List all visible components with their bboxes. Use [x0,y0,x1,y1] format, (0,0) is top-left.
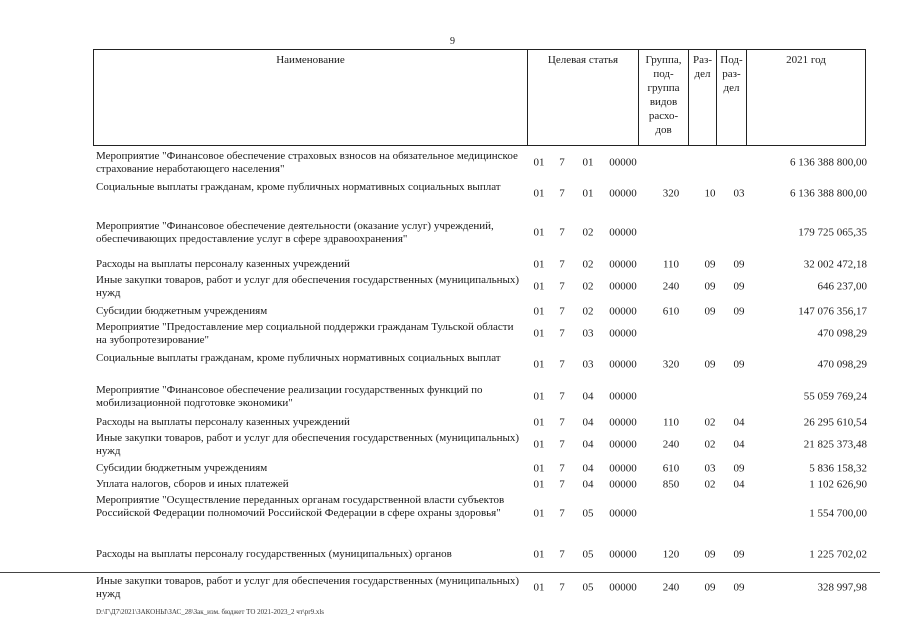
header-section: Раз- дел [689,50,717,145]
row-code-2: 7 [559,416,565,428]
row-code-4: 00000 [609,581,637,594]
row-code-2: 7 [559,156,565,169]
row-amount: 26 295 610,54 [803,416,867,428]
row-code-1: 01 [533,548,545,560]
row-code-3: 01 [582,187,594,200]
row-code-3: 05 [582,507,594,519]
header-group: Группа, под- группа видов расхо- дов [639,50,689,145]
row-code-4: 00000 [609,280,637,293]
row-amount: 1 225 702,02 [809,548,867,560]
row-code-3: 01 [582,156,594,169]
header-subsection: Под- раз- дел [717,50,747,145]
row-code-2: 7 [559,280,565,293]
row-code-1: 01 [533,507,545,519]
row-group: 610 [662,305,680,317]
header-target: Целевая статья [528,50,639,145]
row-code-2: 7 [559,358,565,371]
row-name: Мероприятие "Финансовое обеспечение страховых взносов на обязательное медицинское страхование неработающего населения" [96,150,518,175]
row-amount: 6 136 388 800,00 [790,187,867,200]
table-row [0,220,905,246]
row-code-4: 00000 [609,438,637,451]
page-number: 9 [450,36,455,47]
table-row [0,181,905,207]
row-name: Мероприятие "Финансовое обеспечение реализации государственных функций по мобилизационной подготовке экономики" [96,384,483,409]
row-code-3: 03 [582,358,594,371]
row-group: 240 [662,280,680,293]
table-row [0,478,905,491]
row-code-3: 05 [582,548,594,560]
row-code-1: 01 [533,305,545,317]
row-amount: 470 098,29 [817,327,867,340]
row-group: 240 [662,438,680,451]
row-name: Иные закупки товаров, работ и услуг для обеспечения государственных (муниципальных) нужд [96,432,520,457]
row-code-4: 00000 [609,156,637,169]
row-code-1: 01 [533,358,545,371]
header-year: 2021 год [786,54,826,66]
row-amount: 32 002 472,18 [803,258,867,270]
table-row [0,305,905,318]
row-section: 09 [704,581,716,594]
row-code-3: 04 [582,416,594,428]
row-code-1: 01 [533,327,545,340]
row-code-4: 00000 [609,305,637,317]
file-path-footer: D:\Г\Д7\2021\ЗАКОНЫ\ЗАС_28\Зак_изм. бюджет ТО 2021-2023_2 чт\pr9.xls [96,608,325,616]
row-code-1: 01 [533,462,545,474]
row-code-1: 01 [533,581,545,594]
row-section: 02 [704,478,716,490]
row-code-2: 7 [559,462,565,474]
table-row [0,494,905,533]
row-group: 110 [662,258,680,270]
table-row [0,575,905,601]
row-subsection: 09 [733,305,745,317]
row-code-3: 03 [582,327,594,340]
row-code-1: 01 [533,258,545,270]
row-name: Расходы на выплаты персоналу государственных (муниципальных) органов [96,548,452,560]
row-section: 09 [704,305,716,317]
row-group: 240 [662,581,680,594]
row-name: Расходы на выплаты персоналу казенных учреждений [96,258,350,270]
row-code-3: 04 [582,390,594,403]
row-code-1: 01 [533,156,545,169]
row-code-4: 00000 [609,390,637,403]
row-code-4: 00000 [609,478,637,490]
row-code-4: 00000 [609,187,637,200]
row-code-2: 7 [559,327,565,340]
row-subsection: 04 [733,478,745,490]
row-code-1: 01 [533,438,545,451]
row-section: 09 [704,280,716,293]
row-amount: 1 102 626,90 [809,478,867,490]
row-name: Иные закупки товаров, работ и услуг для обеспечения государственных (муниципальных) нужд [96,575,520,600]
row-subsection: 09 [733,358,745,371]
row-code-4: 00000 [609,358,637,371]
row-amount: 328 997,98 [817,581,867,594]
row-code-3: 04 [582,438,594,451]
row-name: Иные закупки товаров, работ и услуг для обеспечения государственных (муниципальных) нужд [96,274,520,299]
row-section: 09 [704,548,716,560]
row-code-1: 01 [533,416,545,428]
row-code-2: 7 [559,507,565,519]
row-section: 02 [704,416,716,428]
row-amount: 470 098,29 [817,358,867,371]
row-code-3: 04 [582,462,594,474]
row-name: Уплата налогов, сборов и иных платежей [96,478,289,490]
row-amount: 6 136 388 800,00 [790,156,867,169]
row-name: Мероприятие "Финансовое обеспечение деятельности (оказание услуг) учреждений, обеспечивающих предоставление услуг в сфере здравоохранения" [96,220,494,245]
row-name: Мероприятие "Осуществление переданных органам государственной власти субъектов Российской Федерации полномочий Российской Федерации в сфере охраны здоровья" [96,494,505,519]
table-row [0,432,905,458]
row-code-1: 01 [533,187,545,200]
row-group: 120 [662,548,680,560]
row-code-2: 7 [559,581,565,594]
page-divider [0,572,880,573]
table-row [0,416,905,429]
table-row [0,321,905,347]
table-row [0,384,905,410]
row-code-1: 01 [533,478,545,490]
row-amount: 179 725 065,35 [798,226,867,239]
row-amount: 147 076 356,17 [798,305,867,317]
header-name: Наименование [94,50,528,145]
row-group: 320 [662,358,680,371]
row-code-3: 02 [582,258,594,270]
table-row [0,274,905,300]
row-section: 03 [704,462,716,474]
row-code-3: 02 [582,305,594,317]
row-amount: 5 836 158,32 [809,462,867,474]
row-amount: 21 825 373,48 [803,438,867,451]
row-code-3: 02 [582,226,594,239]
row-code-1: 01 [533,390,545,403]
row-code-2: 7 [559,187,565,200]
row-group: 850 [662,478,680,490]
row-code-4: 00000 [609,226,637,239]
table-row [0,258,905,271]
table-row [0,352,905,378]
row-group: 320 [662,187,680,200]
row-code-3: 04 [582,478,594,490]
row-section: 10 [704,187,716,200]
row-amount: 1 554 700,00 [809,507,867,519]
row-group: 610 [662,462,680,474]
row-subsection: 03 [733,187,745,200]
row-code-2: 7 [559,390,565,403]
row-code-4: 00000 [609,258,637,270]
row-group: 110 [662,416,680,428]
row-code-4: 00000 [609,327,637,340]
row-subsection: 04 [733,438,745,451]
row-code-2: 7 [559,258,565,270]
row-code-4: 00000 [609,548,637,560]
row-amount: 646 237,00 [817,280,867,293]
row-code-2: 7 [559,548,565,560]
row-name: Социальные выплаты гражданам, кроме публичных нормативных социальных выплат [96,352,501,364]
row-code-2: 7 [559,478,565,490]
row-code-4: 00000 [609,507,637,519]
row-name: Субсидии бюджетным учреждениям [96,305,268,317]
row-code-4: 00000 [609,462,637,474]
row-subsection: 09 [733,548,745,560]
table-row [0,150,905,176]
row-code-3: 05 [582,581,594,594]
row-subsection: 09 [733,462,745,474]
row-subsection: 04 [733,416,745,428]
row-name: Социальные выплаты гражданам, кроме публичных нормативных социальных выплат [96,181,501,193]
row-section: 02 [704,438,716,451]
row-name: Мероприятие "Предоставление мер социальной поддержки гражданам Тульской области на зубопротезирование" [96,321,514,346]
table-row [0,548,905,561]
row-name: Расходы на выплаты персоналу казенных учреждений [96,416,350,428]
row-name: Субсидии бюджетным учреждениям [96,462,268,474]
row-code-1: 01 [533,280,545,293]
row-section: 09 [704,258,716,270]
row-section: 09 [704,358,716,371]
table-row [0,462,905,475]
row-code-3: 02 [582,280,594,293]
row-amount: 55 059 769,24 [803,390,867,403]
row-subsection: 09 [733,280,745,293]
row-code-4: 00000 [609,416,637,428]
row-subsection: 09 [733,581,745,594]
row-subsection: 09 [733,258,745,270]
row-code-2: 7 [559,438,565,451]
row-code-2: 7 [559,226,565,239]
row-code-2: 7 [559,305,565,317]
row-code-1: 01 [533,226,545,239]
